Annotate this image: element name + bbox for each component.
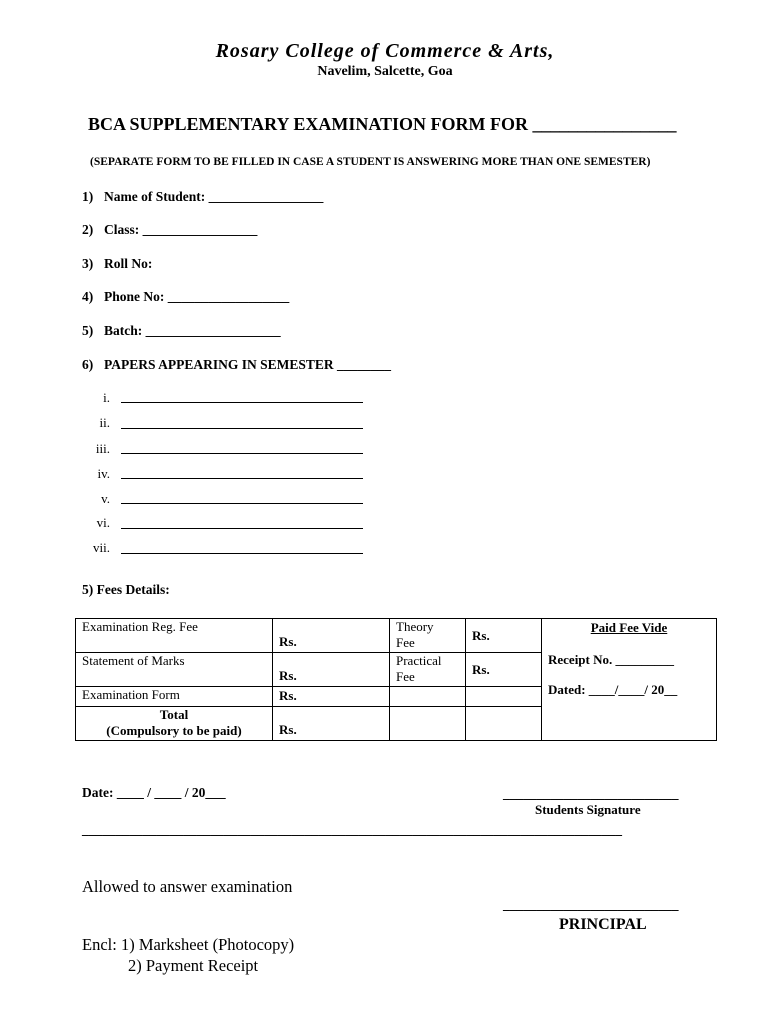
- table-row: [76, 619, 717, 653]
- total-line1: Total: [159, 707, 189, 722]
- field-number: 2): [82, 222, 94, 237]
- enclosure-1: Encl: 1) Marksheet (Photocopy): [82, 935, 295, 954]
- field-label: Class: _________________: [104, 222, 258, 237]
- paper-blank-line: [121, 453, 363, 454]
- reg-fee-amount: Rs.: [273, 619, 390, 653]
- field-papers-semester: [82, 357, 391, 373]
- total-amount: Rs.: [273, 707, 390, 741]
- fees-table: [75, 618, 717, 741]
- field-number: 6): [82, 357, 94, 372]
- field-phone-no: [82, 289, 289, 305]
- field-number: 4): [82, 289, 94, 304]
- separator-line: ________________________________________________________________________________: [82, 822, 622, 837]
- theory-fee-label: [390, 619, 466, 653]
- total-label: [76, 707, 273, 741]
- paper-blank-line: [121, 503, 363, 504]
- practical-fee-amount: Rs.: [466, 653, 542, 687]
- practical-fee-label: [390, 653, 466, 687]
- field-number: 1): [82, 189, 94, 204]
- paper-blank-line: [121, 402, 363, 403]
- paper-blank-line: [121, 428, 363, 429]
- paper-numeral: ii.: [99, 415, 110, 430]
- theory-label-line2: Fee: [396, 635, 415, 650]
- practical-label-line2: Fee: [396, 669, 415, 684]
- field-number: 5): [82, 323, 94, 338]
- principal-signature-line: __________________________: [503, 897, 679, 912]
- paper-numeral: vi.: [96, 515, 110, 530]
- form-note: (SEPARATE FORM TO BE FILLED IN CASE A STUDENT IS ANSWERING MORE THAN ONE SEMESTER): [90, 156, 651, 168]
- field-class: [82, 222, 257, 238]
- paid-fee-vide-cell: [542, 619, 717, 741]
- principal-label: PRINCIPAL: [559, 916, 647, 933]
- marks-amount: Rs.: [273, 653, 390, 687]
- date-field: Date: ____ / ____ / 20___: [82, 785, 226, 800]
- paper-numeral: i.: [103, 390, 110, 405]
- paper-blank-line: [121, 528, 363, 529]
- empty-cell: [466, 687, 542, 707]
- paper-blank-line: [121, 553, 363, 554]
- field-label: Phone No: __________________: [104, 289, 290, 304]
- paper-numeral: iv.: [97, 466, 110, 481]
- field-label: PAPERS APPEARING IN SEMESTER ________: [104, 357, 392, 372]
- student-signature-label: Students Signature: [535, 802, 641, 817]
- total-line2: (Compulsory to be paid): [106, 723, 242, 738]
- field-name-of-student: [82, 189, 323, 205]
- allowed-text: Allowed to answer examination: [82, 877, 293, 896]
- receipt-date: Dated: ____/____/ 20__: [548, 682, 678, 697]
- enclosure-2: 2) Payment Receipt: [128, 956, 259, 975]
- empty-cell: [390, 707, 466, 741]
- college-name: Rosary College of Commerce & Arts,: [215, 40, 555, 62]
- paper-numeral: iii.: [95, 441, 110, 456]
- fees-heading: 5) Fees Details:: [82, 582, 170, 597]
- field-label: Name of Student: _________________: [104, 189, 324, 204]
- field-label: Batch: ____________________: [104, 323, 281, 338]
- empty-cell: [466, 707, 542, 741]
- field-number: 3): [82, 256, 94, 271]
- receipt-number: Receipt No. _________: [548, 652, 675, 667]
- field-roll-no: [82, 256, 152, 272]
- student-signature-line: __________________________: [503, 786, 679, 801]
- college-location: Navelim, Salcette, Goa: [317, 64, 453, 79]
- reg-fee-label: Examination Reg. Fee: [76, 619, 273, 653]
- exam-form-label: Examination Form: [76, 687, 273, 707]
- paper-numeral: vii.: [93, 540, 110, 555]
- form-title: BCA SUPPLEMENTARY EXAMINATION FORM FOR ________________: [88, 114, 677, 134]
- paid-fee-vide-heading: Paid Fee Vide: [590, 620, 668, 635]
- field-batch: [82, 323, 281, 339]
- paper-numeral: v.: [101, 491, 110, 506]
- paper-blank-line: [121, 478, 363, 479]
- marks-label: Statement of Marks: [76, 653, 273, 687]
- theory-fee-amount: Rs.: [466, 619, 542, 653]
- theory-label-line1: Theory: [396, 619, 434, 634]
- exam-form-amount: Rs.: [273, 687, 390, 707]
- field-label: Roll No:: [104, 256, 153, 271]
- empty-cell: [390, 687, 466, 707]
- practical-label-line1: Practical: [396, 653, 442, 668]
